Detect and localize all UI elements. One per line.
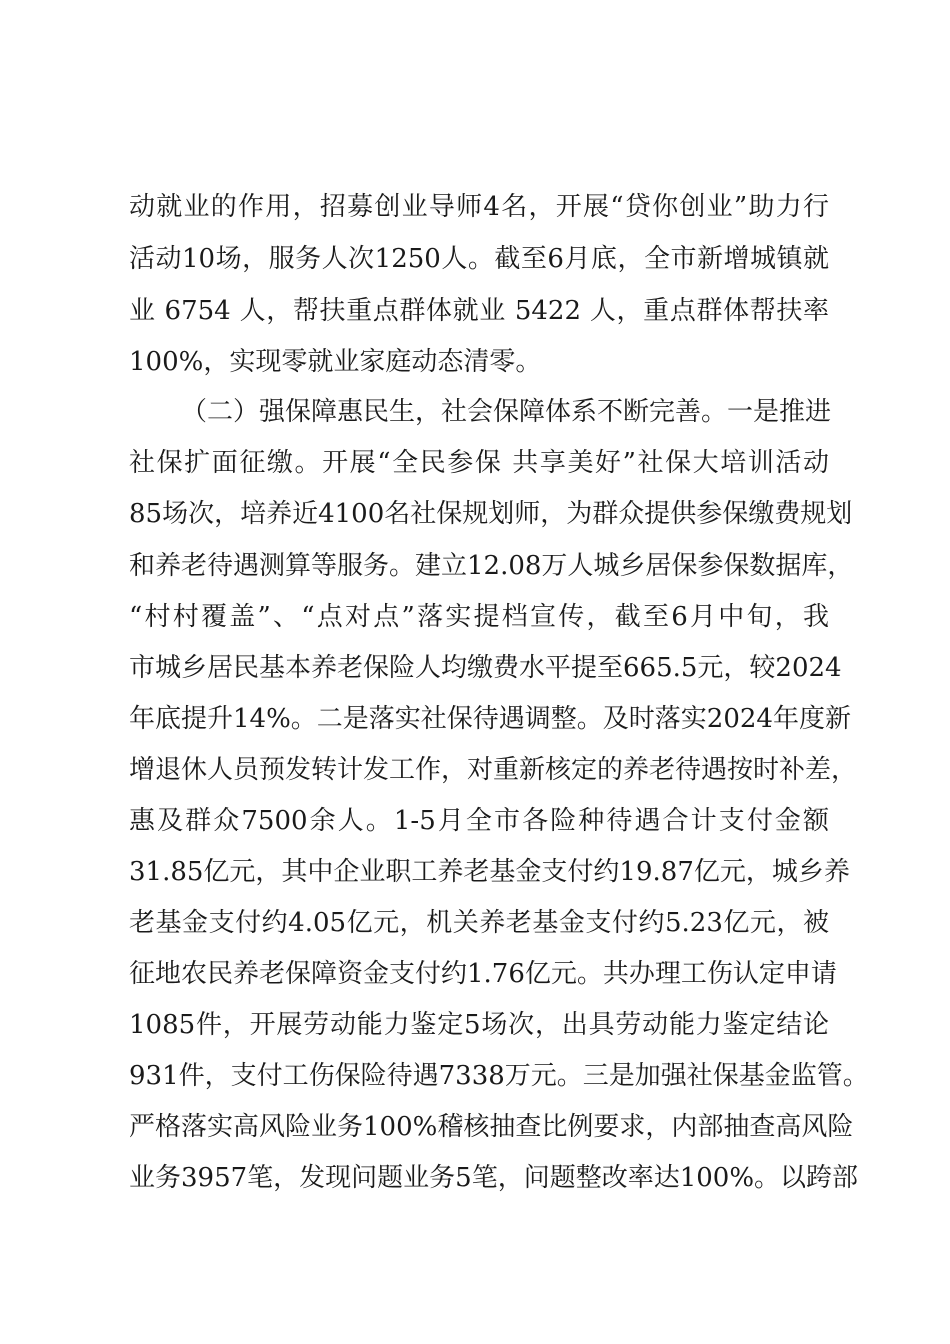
text-line-15: 老基金支付约4.05亿元，机关养老基金支付约5.23亿元，被 (129, 908, 829, 938)
text-line-18: 931件，支付工伤保险待遇7338万元。三是加强社保基金监管。 (129, 1061, 869, 1091)
section-heading-line: （二）强保障惠民生，社会保障体系不断完善。一是推进 (181, 397, 832, 427)
text-line-14: 31.85亿元，其中企业职工养老基金支付约19.87亿元，城乡养 (129, 857, 850, 887)
text-line-7: 85场次，培养近4100名社保规划师，为群众提供参保缴费规划 (129, 499, 853, 529)
text-line-13: 惠及群众7500余人。1-5月全市各险种待遇合计支付金额 (129, 806, 829, 836)
text-line-20: 业务3957笔，发现问题业务5笔，问题整改率达100%。以跨部 (129, 1163, 859, 1193)
text-line-4: 100%，实现零就业家庭动态清零。 (129, 347, 542, 377)
text-line-17: 1085件，开展劳动能力鉴定5场次，出具劳动能力鉴定结论 (129, 1010, 829, 1040)
text-line-1: 动就业的作用，招募创业导师4名，开展“贷你创业”助力行 (129, 192, 829, 222)
text-line-6: 社保扩面征缴。开展“全民参保 共享美好”社保大培训活动 (129, 448, 829, 478)
text-line-9: “村村覆盖”、“点对点”落实提档宣传，截至6月中旬，我 (129, 602, 829, 632)
text-line-12: 增退休人员预发转计发工作，对重新核定的养老待遇按时补差， (129, 755, 858, 785)
text-line-10: 市城乡居民基本养老保险人均缴费水平提至665.5元，较2024 (129, 653, 842, 683)
text-line-8: 和养老待遇测算等服务。建立12.08万人城乡居保参保数据库， (129, 551, 854, 581)
text-line-2: 活动10场，服务人次1250人。截至6月底，全市新增城镇就 (129, 244, 829, 274)
text-line-11: 年底提升14%。二是落实社保待遇调整。及时落实2024年度新 (129, 704, 851, 734)
text-line-16: 征地农民养老保障资金支付约1.76亿元。共办理工伤认定申请 (129, 959, 837, 989)
text-line-19: 严格落实高风险业务100%稽核抽查比例要求，内部抽查高风险 (129, 1112, 854, 1142)
text-line-3: 业 6754 人，帮扶重点群体就业 5422 人，重点群体帮扶率 (129, 296, 829, 326)
